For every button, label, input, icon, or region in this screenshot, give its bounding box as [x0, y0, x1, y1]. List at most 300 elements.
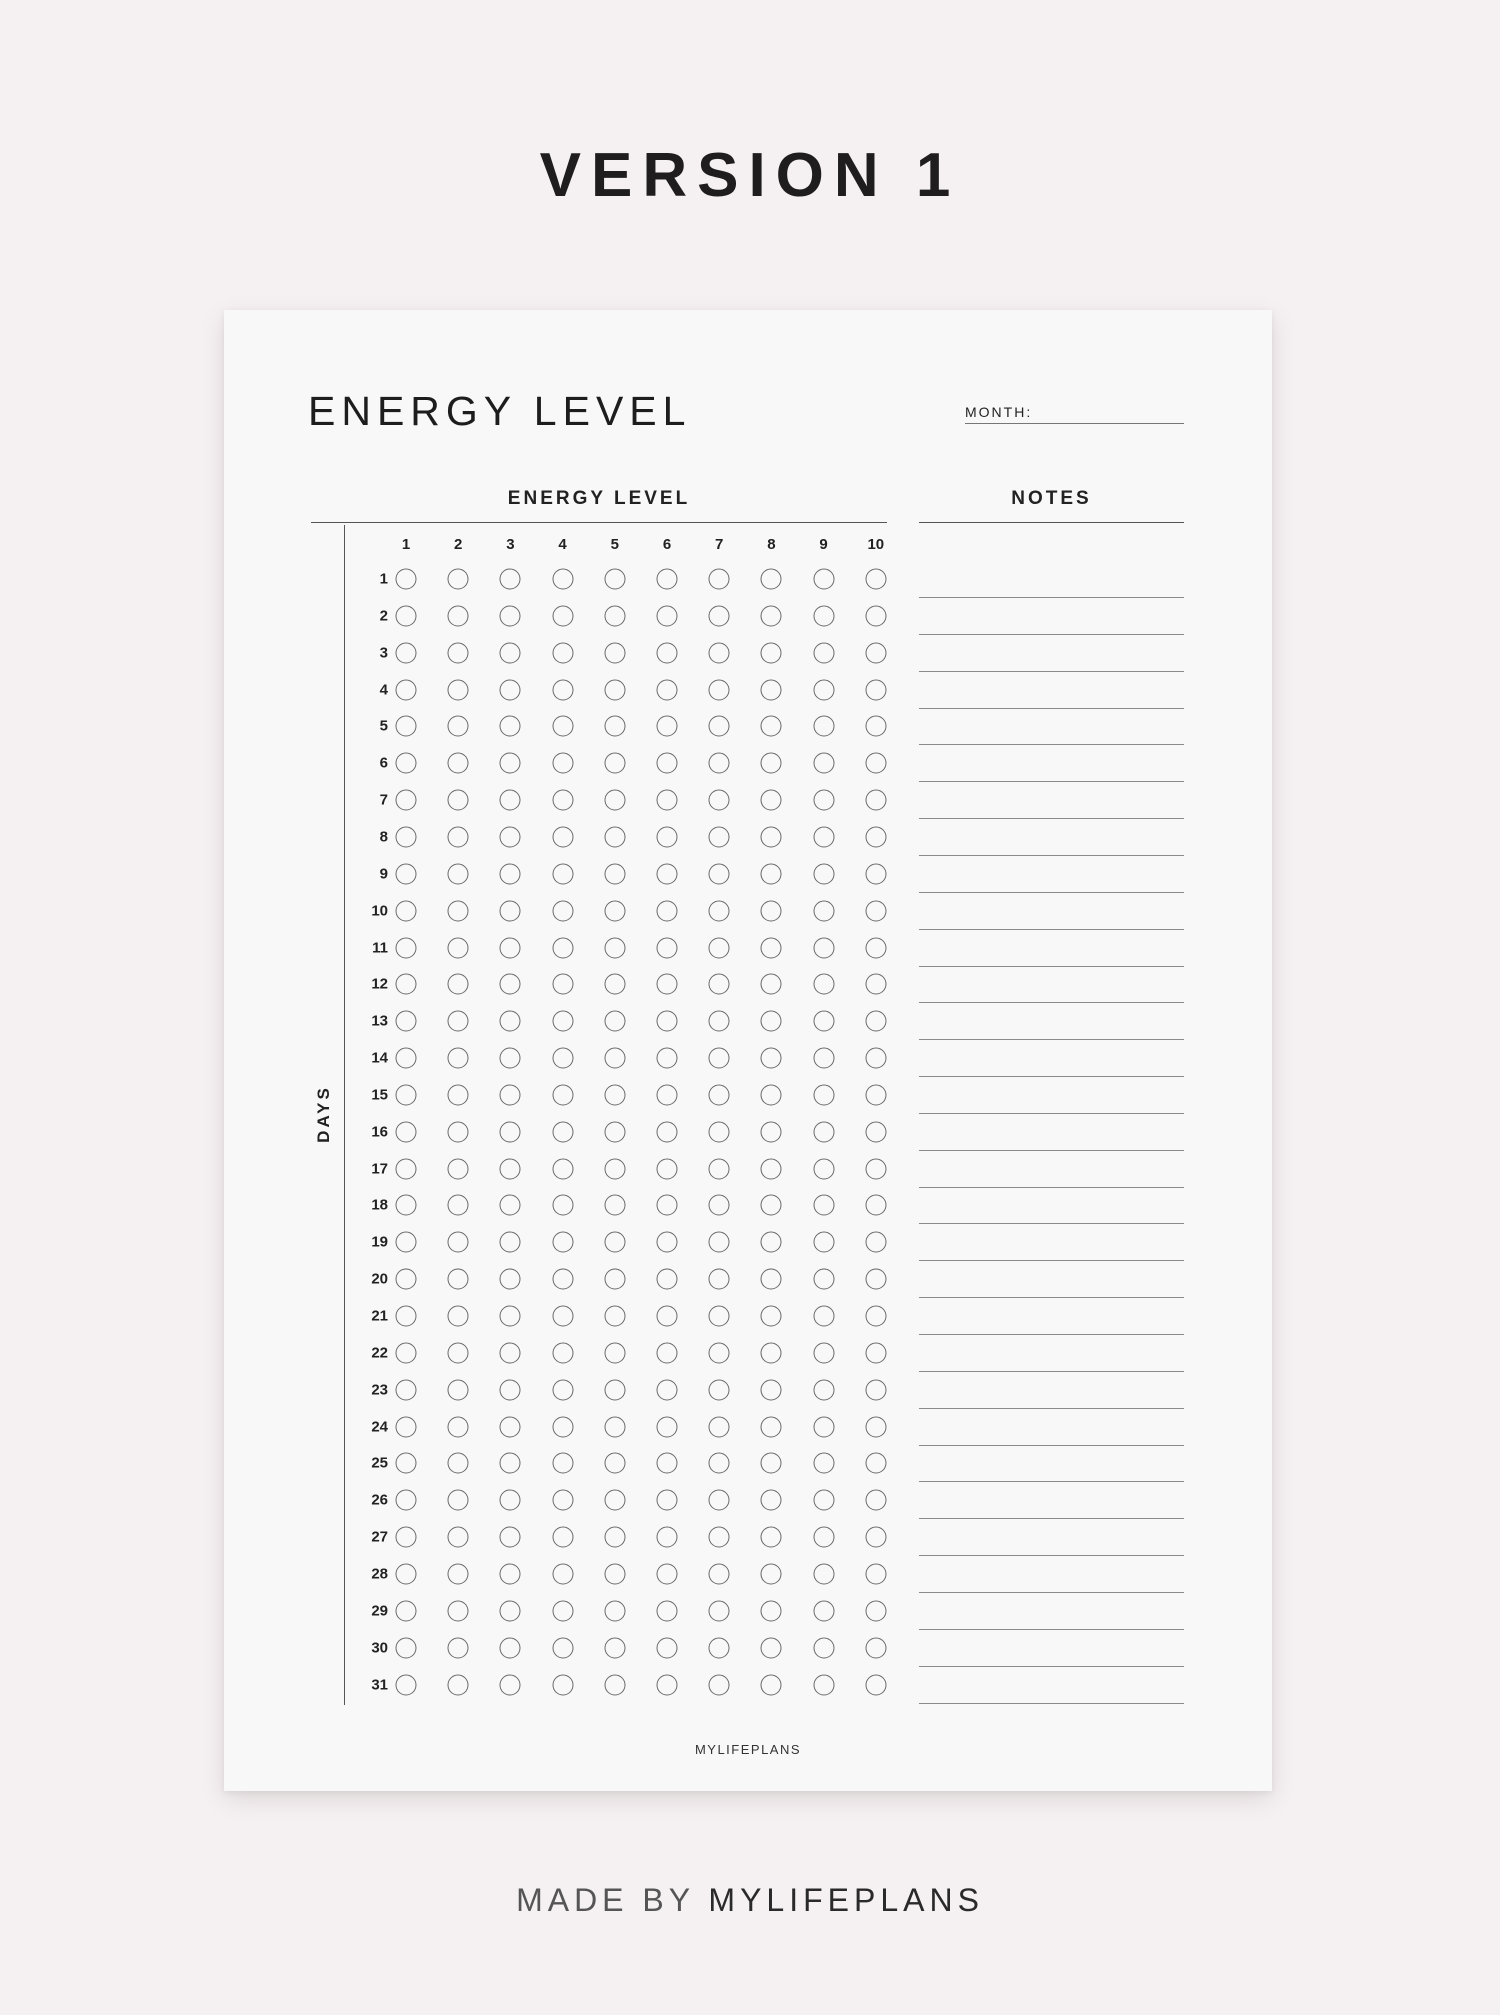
- energy-bubble[interactable]: [396, 1490, 417, 1511]
- energy-bubble[interactable]: [865, 1195, 886, 1216]
- energy-bubble[interactable]: [448, 1416, 469, 1437]
- energy-bubble[interactable]: [604, 1527, 625, 1548]
- energy-bubble[interactable]: [448, 1563, 469, 1584]
- energy-bubble[interactable]: [865, 1527, 886, 1548]
- energy-bubble[interactable]: [813, 1158, 834, 1179]
- energy-bubble[interactable]: [552, 1232, 573, 1253]
- energy-bubble[interactable]: [709, 1158, 730, 1179]
- energy-bubble[interactable]: [761, 974, 782, 995]
- energy-bubble[interactable]: [813, 1232, 834, 1253]
- note-line[interactable]: [919, 1260, 1184, 1261]
- energy-bubble[interactable]: [448, 1306, 469, 1327]
- note-line[interactable]: [919, 1371, 1184, 1372]
- energy-bubble[interactable]: [448, 716, 469, 737]
- energy-bubble[interactable]: [500, 790, 521, 811]
- energy-bubble[interactable]: [657, 753, 678, 774]
- energy-bubble[interactable]: [657, 1563, 678, 1584]
- energy-bubble[interactable]: [761, 937, 782, 958]
- energy-bubble[interactable]: [396, 937, 417, 958]
- energy-bubble[interactable]: [448, 1527, 469, 1548]
- energy-bubble[interactable]: [396, 1084, 417, 1105]
- energy-bubble[interactable]: [500, 1563, 521, 1584]
- note-line[interactable]: [919, 1408, 1184, 1409]
- energy-bubble[interactable]: [657, 1306, 678, 1327]
- energy-bubble[interactable]: [709, 1674, 730, 1695]
- energy-bubble[interactable]: [761, 1674, 782, 1695]
- energy-bubble[interactable]: [604, 716, 625, 737]
- energy-bubble[interactable]: [396, 1269, 417, 1290]
- energy-bubble[interactable]: [604, 1600, 625, 1621]
- energy-bubble[interactable]: [500, 679, 521, 700]
- energy-bubble[interactable]: [396, 1527, 417, 1548]
- energy-bubble[interactable]: [396, 716, 417, 737]
- note-line[interactable]: [919, 634, 1184, 635]
- energy-bubble[interactable]: [396, 1342, 417, 1363]
- energy-bubble[interactable]: [604, 1563, 625, 1584]
- energy-bubble[interactable]: [709, 605, 730, 626]
- energy-bubble[interactable]: [865, 937, 886, 958]
- energy-bubble[interactable]: [552, 1195, 573, 1216]
- energy-bubble[interactable]: [761, 1453, 782, 1474]
- energy-bubble[interactable]: [604, 1121, 625, 1142]
- energy-bubble[interactable]: [813, 1048, 834, 1069]
- note-line[interactable]: [919, 1297, 1184, 1298]
- energy-bubble[interactable]: [865, 1416, 886, 1437]
- energy-bubble[interactable]: [604, 1048, 625, 1069]
- energy-bubble[interactable]: [500, 974, 521, 995]
- energy-bubble[interactable]: [761, 1527, 782, 1548]
- energy-bubble[interactable]: [448, 1232, 469, 1253]
- energy-bubble[interactable]: [552, 679, 573, 700]
- energy-bubble[interactable]: [761, 679, 782, 700]
- energy-bubble[interactable]: [448, 1600, 469, 1621]
- energy-bubble[interactable]: [396, 1195, 417, 1216]
- energy-bubble[interactable]: [657, 1342, 678, 1363]
- energy-bubble[interactable]: [604, 1269, 625, 1290]
- energy-bubble[interactable]: [552, 605, 573, 626]
- energy-bubble[interactable]: [865, 1121, 886, 1142]
- energy-bubble[interactable]: [657, 974, 678, 995]
- energy-bubble[interactable]: [761, 1011, 782, 1032]
- energy-bubble[interactable]: [604, 753, 625, 774]
- energy-bubble[interactable]: [604, 900, 625, 921]
- energy-bubble[interactable]: [552, 1416, 573, 1437]
- energy-bubble[interactable]: [396, 1158, 417, 1179]
- energy-bubble[interactable]: [813, 679, 834, 700]
- energy-bubble[interactable]: [865, 1600, 886, 1621]
- energy-bubble[interactable]: [552, 1342, 573, 1363]
- energy-bubble[interactable]: [500, 1379, 521, 1400]
- energy-bubble[interactable]: [865, 900, 886, 921]
- note-line[interactable]: [919, 1445, 1184, 1446]
- note-line[interactable]: [919, 1555, 1184, 1556]
- energy-bubble[interactable]: [657, 1379, 678, 1400]
- note-line[interactable]: [919, 1629, 1184, 1630]
- energy-bubble[interactable]: [448, 1637, 469, 1658]
- energy-bubble[interactable]: [761, 569, 782, 590]
- energy-bubble[interactable]: [396, 605, 417, 626]
- energy-bubble[interactable]: [396, 900, 417, 921]
- note-line[interactable]: [919, 781, 1184, 782]
- energy-bubble[interactable]: [448, 1121, 469, 1142]
- energy-bubble[interactable]: [813, 1563, 834, 1584]
- energy-bubble[interactable]: [761, 605, 782, 626]
- energy-bubble[interactable]: [657, 642, 678, 663]
- note-line[interactable]: [919, 1113, 1184, 1114]
- energy-bubble[interactable]: [448, 679, 469, 700]
- energy-bubble[interactable]: [552, 716, 573, 737]
- energy-bubble[interactable]: [865, 605, 886, 626]
- energy-bubble[interactable]: [604, 1379, 625, 1400]
- note-line[interactable]: [919, 671, 1184, 672]
- energy-bubble[interactable]: [552, 642, 573, 663]
- energy-bubble[interactable]: [500, 1600, 521, 1621]
- energy-bubble[interactable]: [552, 1600, 573, 1621]
- note-line[interactable]: [919, 1666, 1184, 1667]
- energy-bubble[interactable]: [865, 1674, 886, 1695]
- energy-bubble[interactable]: [709, 1563, 730, 1584]
- energy-bubble[interactable]: [552, 1637, 573, 1658]
- energy-bubble[interactable]: [500, 1637, 521, 1658]
- energy-bubble[interactable]: [865, 974, 886, 995]
- energy-bubble[interactable]: [865, 1048, 886, 1069]
- energy-bubble[interactable]: [396, 863, 417, 884]
- energy-bubble[interactable]: [709, 1342, 730, 1363]
- energy-bubble[interactable]: [813, 937, 834, 958]
- energy-bubble[interactable]: [604, 826, 625, 847]
- energy-bubble[interactable]: [761, 790, 782, 811]
- energy-bubble[interactable]: [813, 1453, 834, 1474]
- energy-bubble[interactable]: [500, 1674, 521, 1695]
- energy-bubble[interactable]: [709, 863, 730, 884]
- energy-bubble[interactable]: [865, 863, 886, 884]
- energy-bubble[interactable]: [552, 1306, 573, 1327]
- energy-bubble[interactable]: [657, 790, 678, 811]
- note-line[interactable]: [919, 892, 1184, 893]
- energy-bubble[interactable]: [813, 753, 834, 774]
- energy-bubble[interactable]: [604, 1011, 625, 1032]
- energy-bubble[interactable]: [813, 1379, 834, 1400]
- energy-bubble[interactable]: [552, 1011, 573, 1032]
- energy-bubble[interactable]: [604, 1453, 625, 1474]
- energy-bubble[interactable]: [709, 753, 730, 774]
- energy-bubble[interactable]: [448, 753, 469, 774]
- energy-bubble[interactable]: [604, 605, 625, 626]
- energy-bubble[interactable]: [761, 1637, 782, 1658]
- energy-bubble[interactable]: [813, 1637, 834, 1658]
- energy-bubble[interactable]: [657, 863, 678, 884]
- energy-bubble[interactable]: [657, 1269, 678, 1290]
- energy-bubble[interactable]: [761, 1563, 782, 1584]
- energy-bubble[interactable]: [448, 1084, 469, 1105]
- energy-bubble[interactable]: [500, 605, 521, 626]
- energy-bubble[interactable]: [552, 569, 573, 590]
- energy-bubble[interactable]: [604, 790, 625, 811]
- energy-bubble[interactable]: [657, 937, 678, 958]
- energy-bubble[interactable]: [657, 1121, 678, 1142]
- energy-bubble[interactable]: [500, 1158, 521, 1179]
- energy-bubble[interactable]: [865, 1637, 886, 1658]
- energy-bubble[interactable]: [865, 1269, 886, 1290]
- note-line[interactable]: [919, 1039, 1184, 1040]
- energy-bubble[interactable]: [552, 1084, 573, 1105]
- energy-bubble[interactable]: [448, 1195, 469, 1216]
- energy-bubble[interactable]: [552, 863, 573, 884]
- note-line[interactable]: [919, 1592, 1184, 1593]
- energy-bubble[interactable]: [604, 1195, 625, 1216]
- energy-bubble[interactable]: [657, 1232, 678, 1253]
- energy-bubble[interactable]: [813, 863, 834, 884]
- energy-bubble[interactable]: [500, 642, 521, 663]
- energy-bubble[interactable]: [865, 679, 886, 700]
- energy-bubble[interactable]: [500, 1527, 521, 1548]
- energy-bubble[interactable]: [865, 569, 886, 590]
- energy-bubble[interactable]: [865, 1158, 886, 1179]
- energy-bubble[interactable]: [761, 1084, 782, 1105]
- energy-bubble[interactable]: [657, 1195, 678, 1216]
- energy-bubble[interactable]: [657, 716, 678, 737]
- energy-bubble[interactable]: [761, 1306, 782, 1327]
- energy-bubble[interactable]: [500, 937, 521, 958]
- note-line[interactable]: [919, 966, 1184, 967]
- energy-bubble[interactable]: [552, 753, 573, 774]
- energy-bubble[interactable]: [396, 679, 417, 700]
- energy-bubble[interactable]: [709, 1048, 730, 1069]
- energy-bubble[interactable]: [396, 1121, 417, 1142]
- energy-bubble[interactable]: [552, 1379, 573, 1400]
- energy-bubble[interactable]: [709, 1637, 730, 1658]
- energy-bubble[interactable]: [657, 1158, 678, 1179]
- energy-bubble[interactable]: [604, 937, 625, 958]
- energy-bubble[interactable]: [500, 569, 521, 590]
- energy-bubble[interactable]: [604, 974, 625, 995]
- energy-bubble[interactable]: [813, 605, 834, 626]
- energy-bubble[interactable]: [396, 826, 417, 847]
- energy-bubble[interactable]: [448, 1269, 469, 1290]
- energy-bubble[interactable]: [865, 1563, 886, 1584]
- energy-bubble[interactable]: [709, 1600, 730, 1621]
- note-line[interactable]: [919, 1223, 1184, 1224]
- energy-bubble[interactable]: [709, 1195, 730, 1216]
- energy-bubble[interactable]: [813, 1011, 834, 1032]
- energy-bubble[interactable]: [813, 790, 834, 811]
- energy-bubble[interactable]: [865, 642, 886, 663]
- energy-bubble[interactable]: [657, 1490, 678, 1511]
- note-line[interactable]: [919, 1150, 1184, 1151]
- energy-bubble[interactable]: [761, 1048, 782, 1069]
- energy-bubble[interactable]: [709, 1416, 730, 1437]
- note-line[interactable]: [919, 818, 1184, 819]
- energy-bubble[interactable]: [865, 1084, 886, 1105]
- energy-bubble[interactable]: [448, 1158, 469, 1179]
- note-line[interactable]: [919, 1187, 1184, 1188]
- energy-bubble[interactable]: [604, 1084, 625, 1105]
- energy-bubble[interactable]: [500, 826, 521, 847]
- energy-bubble[interactable]: [813, 1121, 834, 1142]
- energy-bubble[interactable]: [500, 716, 521, 737]
- energy-bubble[interactable]: [709, 790, 730, 811]
- energy-bubble[interactable]: [604, 1306, 625, 1327]
- energy-bubble[interactable]: [604, 569, 625, 590]
- energy-bubble[interactable]: [604, 863, 625, 884]
- energy-bubble[interactable]: [761, 1379, 782, 1400]
- energy-bubble[interactable]: [500, 1490, 521, 1511]
- energy-bubble[interactable]: [813, 1600, 834, 1621]
- energy-bubble[interactable]: [448, 974, 469, 995]
- energy-bubble[interactable]: [500, 1269, 521, 1290]
- energy-bubble[interactable]: [396, 1416, 417, 1437]
- energy-bubble[interactable]: [448, 790, 469, 811]
- energy-bubble[interactable]: [657, 1637, 678, 1658]
- energy-bubble[interactable]: [657, 900, 678, 921]
- energy-bubble[interactable]: [552, 1269, 573, 1290]
- energy-bubble[interactable]: [761, 1269, 782, 1290]
- energy-bubble[interactable]: [448, 1342, 469, 1363]
- energy-bubble[interactable]: [448, 642, 469, 663]
- energy-bubble[interactable]: [604, 1232, 625, 1253]
- energy-bubble[interactable]: [761, 1158, 782, 1179]
- energy-bubble[interactable]: [448, 1048, 469, 1069]
- energy-bubble[interactable]: [396, 1048, 417, 1069]
- energy-bubble[interactable]: [865, 1011, 886, 1032]
- energy-bubble[interactable]: [813, 1416, 834, 1437]
- energy-bubble[interactable]: [500, 1011, 521, 1032]
- energy-bubble[interactable]: [813, 642, 834, 663]
- energy-bubble[interactable]: [761, 863, 782, 884]
- energy-bubble[interactable]: [500, 1416, 521, 1437]
- energy-bubble[interactable]: [761, 1342, 782, 1363]
- energy-bubble[interactable]: [865, 1453, 886, 1474]
- note-line[interactable]: [919, 744, 1184, 745]
- energy-bubble[interactable]: [761, 1416, 782, 1437]
- energy-bubble[interactable]: [604, 1416, 625, 1437]
- energy-bubble[interactable]: [552, 937, 573, 958]
- energy-bubble[interactable]: [761, 1195, 782, 1216]
- energy-bubble[interactable]: [813, 1674, 834, 1695]
- energy-bubble[interactable]: [761, 1600, 782, 1621]
- energy-bubble[interactable]: [657, 1453, 678, 1474]
- energy-bubble[interactable]: [552, 790, 573, 811]
- energy-bubble[interactable]: [500, 1232, 521, 1253]
- note-line[interactable]: [919, 1703, 1184, 1704]
- energy-bubble[interactable]: [500, 1121, 521, 1142]
- energy-bubble[interactable]: [813, 716, 834, 737]
- energy-bubble[interactable]: [813, 826, 834, 847]
- energy-bubble[interactable]: [709, 974, 730, 995]
- energy-bubble[interactable]: [709, 1084, 730, 1105]
- energy-bubble[interactable]: [552, 1674, 573, 1695]
- energy-bubble[interactable]: [813, 1527, 834, 1548]
- energy-bubble[interactable]: [657, 1011, 678, 1032]
- energy-bubble[interactable]: [709, 1011, 730, 1032]
- energy-bubble[interactable]: [448, 1453, 469, 1474]
- energy-bubble[interactable]: [396, 974, 417, 995]
- energy-bubble[interactable]: [396, 1453, 417, 1474]
- energy-bubble[interactable]: [865, 716, 886, 737]
- energy-bubble[interactable]: [500, 1453, 521, 1474]
- energy-bubble[interactable]: [396, 790, 417, 811]
- energy-bubble[interactable]: [865, 1379, 886, 1400]
- energy-bubble[interactable]: [813, 1269, 834, 1290]
- energy-bubble[interactable]: [448, 1674, 469, 1695]
- energy-bubble[interactable]: [761, 716, 782, 737]
- energy-bubble[interactable]: [657, 605, 678, 626]
- energy-bubble[interactable]: [448, 826, 469, 847]
- note-line[interactable]: [919, 1002, 1184, 1003]
- energy-bubble[interactable]: [813, 1490, 834, 1511]
- energy-bubble[interactable]: [657, 826, 678, 847]
- energy-bubble[interactable]: [709, 1490, 730, 1511]
- energy-bubble[interactable]: [604, 1342, 625, 1363]
- energy-bubble[interactable]: [396, 569, 417, 590]
- energy-bubble[interactable]: [709, 1269, 730, 1290]
- energy-bubble[interactable]: [552, 974, 573, 995]
- month-input-line[interactable]: [965, 423, 1184, 424]
- energy-bubble[interactable]: [396, 1306, 417, 1327]
- energy-bubble[interactable]: [657, 1416, 678, 1437]
- energy-bubble[interactable]: [709, 937, 730, 958]
- energy-bubble[interactable]: [709, 1527, 730, 1548]
- note-line[interactable]: [919, 708, 1184, 709]
- energy-bubble[interactable]: [709, 1232, 730, 1253]
- energy-bubble[interactable]: [813, 900, 834, 921]
- energy-bubble[interactable]: [865, 1232, 886, 1253]
- energy-bubble[interactable]: [500, 1084, 521, 1105]
- energy-bubble[interactable]: [813, 1342, 834, 1363]
- energy-bubble[interactable]: [865, 826, 886, 847]
- energy-bubble[interactable]: [500, 1306, 521, 1327]
- energy-bubble[interactable]: [709, 900, 730, 921]
- energy-bubble[interactable]: [604, 1158, 625, 1179]
- energy-bubble[interactable]: [552, 1563, 573, 1584]
- energy-bubble[interactable]: [604, 1674, 625, 1695]
- energy-bubble[interactable]: [500, 900, 521, 921]
- energy-bubble[interactable]: [396, 1674, 417, 1695]
- energy-bubble[interactable]: [552, 1121, 573, 1142]
- energy-bubble[interactable]: [813, 1195, 834, 1216]
- energy-bubble[interactable]: [709, 569, 730, 590]
- energy-bubble[interactable]: [657, 1674, 678, 1695]
- energy-bubble[interactable]: [761, 900, 782, 921]
- energy-bubble[interactable]: [500, 863, 521, 884]
- energy-bubble[interactable]: [448, 569, 469, 590]
- energy-bubble[interactable]: [604, 642, 625, 663]
- note-line[interactable]: [919, 597, 1184, 598]
- energy-bubble[interactable]: [604, 1637, 625, 1658]
- energy-bubble[interactable]: [448, 1379, 469, 1400]
- energy-bubble[interactable]: [709, 826, 730, 847]
- energy-bubble[interactable]: [865, 1490, 886, 1511]
- energy-bubble[interactable]: [761, 1121, 782, 1142]
- energy-bubble[interactable]: [396, 1600, 417, 1621]
- energy-bubble[interactable]: [396, 1379, 417, 1400]
- note-line[interactable]: [919, 1481, 1184, 1482]
- energy-bubble[interactable]: [761, 826, 782, 847]
- energy-bubble[interactable]: [552, 1490, 573, 1511]
- note-line[interactable]: [919, 1518, 1184, 1519]
- energy-bubble[interactable]: [448, 937, 469, 958]
- energy-bubble[interactable]: [448, 1490, 469, 1511]
- energy-bubble[interactable]: [657, 1084, 678, 1105]
- energy-bubble[interactable]: [761, 1232, 782, 1253]
- energy-bubble[interactable]: [448, 900, 469, 921]
- energy-bubble[interactable]: [396, 753, 417, 774]
- energy-bubble[interactable]: [448, 605, 469, 626]
- energy-bubble[interactable]: [396, 1232, 417, 1253]
- energy-bubble[interactable]: [552, 900, 573, 921]
- energy-bubble[interactable]: [552, 1453, 573, 1474]
- energy-bubble[interactable]: [865, 1342, 886, 1363]
